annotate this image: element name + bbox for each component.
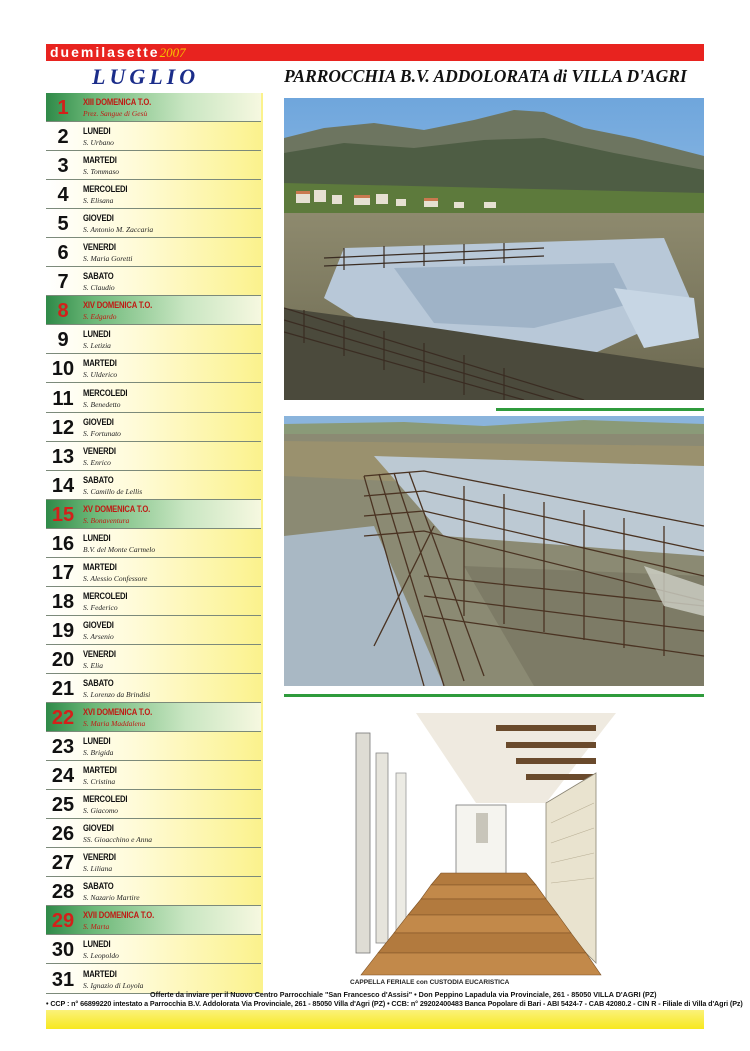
day-number: 15 bbox=[51, 503, 75, 526]
day-saint: S. Urbano bbox=[83, 138, 114, 148]
day-name: GIOVEDI bbox=[83, 823, 114, 834]
day-row bbox=[46, 500, 261, 529]
day-number: 10 bbox=[51, 358, 75, 381]
day-name: LUNEDI bbox=[83, 939, 111, 950]
day-saint: S. Lorenzo da Brindisi bbox=[83, 690, 151, 699]
day-saint: S. Camillo de Lellis bbox=[83, 486, 143, 496]
day-saint: S. Brigida bbox=[83, 748, 114, 758]
month-title: LUGLIO bbox=[92, 64, 200, 89]
day-row bbox=[46, 442, 261, 471]
day-saint: B.V. del Monte Carmelo bbox=[83, 544, 156, 554]
day-number: 1 bbox=[57, 97, 69, 119]
day-saint: S. Antonio M. Zaccaria bbox=[83, 225, 154, 235]
day-saint: S. Cristina bbox=[83, 777, 116, 787]
day-name: MERCOLEDI bbox=[83, 794, 128, 805]
day-row bbox=[46, 674, 261, 703]
day-name: MARTEDI bbox=[83, 968, 117, 979]
day-number: 19 bbox=[51, 619, 75, 642]
day-row bbox=[46, 935, 261, 964]
day-saint: S. Benedetto bbox=[83, 399, 121, 409]
day-row bbox=[46, 848, 261, 877]
day-number: 3 bbox=[57, 155, 69, 178]
day-row bbox=[46, 732, 261, 761]
day-name: SABATO bbox=[83, 271, 114, 282]
day-name: GIOVEDI bbox=[83, 213, 114, 224]
day-row bbox=[46, 209, 261, 238]
day-saint: S. Enrico bbox=[83, 457, 111, 467]
day-name: GIOVEDI bbox=[83, 619, 114, 630]
day-row bbox=[46, 761, 261, 790]
day-number: 29 bbox=[51, 910, 75, 933]
day-row bbox=[46, 93, 261, 122]
day-name: VENERDI bbox=[83, 648, 116, 659]
day-saint: S. Tommaso bbox=[83, 167, 119, 177]
day-row bbox=[46, 267, 261, 296]
day-name: XIV DOMENICA T.O. bbox=[83, 300, 153, 311]
day-row bbox=[46, 587, 261, 616]
day-number: 4 bbox=[57, 184, 69, 207]
day-row bbox=[46, 558, 261, 587]
day-row bbox=[46, 645, 261, 674]
day-number: 24 bbox=[51, 765, 75, 788]
day-saint: S. Leopoldo bbox=[83, 951, 119, 961]
day-row bbox=[46, 325, 261, 354]
day-name: XVII DOMENICA T.O. bbox=[83, 910, 155, 921]
day-saint: S. Liliana bbox=[83, 864, 113, 874]
day-row bbox=[46, 819, 261, 848]
green-divider-1 bbox=[496, 408, 704, 411]
day-saint: S. Letizia bbox=[83, 341, 111, 351]
day-row bbox=[46, 413, 261, 442]
day-saint: S. Elisana bbox=[83, 196, 114, 206]
day-row bbox=[46, 906, 261, 935]
day-name: XV DOMENICA T.O. bbox=[83, 503, 151, 514]
day-name: LUNEDI bbox=[83, 532, 111, 543]
day-saint: S. Federico bbox=[83, 602, 118, 612]
day-row bbox=[46, 877, 261, 906]
day-name: VENERDI bbox=[83, 242, 116, 253]
day-number: 7 bbox=[57, 271, 69, 294]
day-row bbox=[46, 384, 261, 413]
day-saint: S. Nazario Martire bbox=[83, 893, 140, 903]
day-number: 14 bbox=[51, 474, 75, 497]
chapel-sketch bbox=[346, 713, 616, 978]
day-saint: S. Fortunato bbox=[83, 428, 121, 438]
day-number: 22 bbox=[51, 707, 75, 730]
day-number: 18 bbox=[51, 590, 75, 613]
day-number: 30 bbox=[51, 939, 75, 962]
day-saint: SS. Gioacchino e Anna bbox=[83, 835, 153, 845]
day-number: 6 bbox=[57, 242, 69, 265]
day-name: MARTEDI bbox=[83, 561, 117, 572]
day-saint: S. Giacomo bbox=[83, 806, 118, 816]
day-saint: S. Maria Maddalena bbox=[83, 719, 146, 729]
day-number: 27 bbox=[51, 852, 75, 875]
day-number: 9 bbox=[57, 329, 69, 352]
day-saint: S. Edgardo bbox=[83, 312, 117, 322]
day-number: 28 bbox=[51, 881, 75, 904]
construction-photo-1 bbox=[284, 98, 704, 400]
day-number: 8 bbox=[57, 300, 69, 323]
day-row bbox=[46, 180, 261, 209]
day-row bbox=[46, 471, 261, 500]
day-saint: S. Elia bbox=[83, 660, 103, 670]
day-saint: S. Alessio Confessore bbox=[83, 573, 148, 583]
day-name: LUNEDI bbox=[83, 126, 111, 137]
day-name: MARTEDI bbox=[83, 358, 117, 369]
days-column bbox=[46, 93, 263, 993]
day-saint: S. Ulderico bbox=[83, 370, 118, 380]
day-row bbox=[46, 790, 261, 819]
day-name: GIOVEDI bbox=[83, 416, 114, 427]
day-saint: S. Bonaventura bbox=[83, 515, 130, 525]
day-name: SABATO bbox=[83, 881, 114, 892]
day-number: 25 bbox=[51, 794, 75, 817]
day-number: 23 bbox=[51, 736, 75, 759]
footer-yellow-band bbox=[46, 1010, 704, 1029]
day-number: 11 bbox=[52, 387, 74, 410]
day-name: XIII DOMENICA T.O. bbox=[83, 97, 152, 107]
day-number: 12 bbox=[51, 416, 75, 439]
day-number: 21 bbox=[51, 678, 75, 700]
day-row bbox=[46, 529, 261, 558]
construction-photo-2 bbox=[284, 416, 704, 686]
day-saint: S. Arsenio bbox=[83, 631, 114, 641]
day-name: VENERDI bbox=[83, 852, 116, 863]
day-saint: S. Maria Goretti bbox=[83, 254, 133, 264]
day-saint: S. Claudio bbox=[83, 283, 115, 293]
brand-year: 2007 bbox=[159, 45, 186, 60]
day-name: SABATO bbox=[83, 474, 114, 485]
brand-title: duemilasette2007 bbox=[50, 44, 186, 60]
day-number: 17 bbox=[51, 561, 75, 584]
day-row bbox=[46, 238, 261, 267]
day-number: 13 bbox=[51, 445, 75, 468]
day-row bbox=[46, 616, 261, 645]
day-saint: S. Ignazio di Loyola bbox=[83, 980, 144, 990]
day-name: MARTEDI bbox=[83, 155, 117, 166]
day-row bbox=[46, 703, 261, 732]
day-name: MERCOLEDI bbox=[83, 387, 128, 398]
day-number: 16 bbox=[51, 532, 75, 555]
day-number: 26 bbox=[51, 823, 75, 846]
footer-bank-details: • CCP : n° 66899220 intestato a Parrocchia B.V. Addolorata Via Provinciale, 261 - 85050 Villa d'Agri (PZ) • CCB: n° 29202400483 Banca Popolare di Bari - ABI 5424-7 - CAB 42080.2 - CIN R - Filiale di Villa d'Agri (Pz) bbox=[46, 999, 743, 1008]
sketch-caption: CAPPELLA FERIALE con CUSTODIA EUCARISTICA bbox=[350, 979, 510, 986]
day-row bbox=[46, 122, 261, 151]
day-row bbox=[46, 296, 261, 325]
day-row bbox=[46, 151, 261, 180]
day-name: LUNEDI bbox=[83, 329, 111, 340]
footer-offerte: Offerte da inviare per il Nuovo Centro Parrocchiale "San Francesco d'Assisi" • Don Peppino Lapadula via Provinciale, 261 - 85050 VILLA D'AGRI (PZ) bbox=[150, 990, 657, 999]
parish-title: PARROCCHIA B.V. ADDOLORATA di VILLA D'AGRI bbox=[284, 66, 687, 86]
day-name: MARTEDI bbox=[83, 765, 117, 776]
day-name: MERCOLEDI bbox=[83, 590, 128, 601]
day-saint: Prez. Sangue di Gesù bbox=[83, 109, 148, 118]
day-number: 2 bbox=[57, 126, 69, 149]
day-number: 31 bbox=[51, 968, 75, 991]
day-name: SABATO bbox=[83, 678, 114, 688]
day-name: XVI DOMENICA T.O. bbox=[83, 707, 153, 718]
day-number: 20 bbox=[51, 648, 75, 671]
day-name: LUNEDI bbox=[83, 736, 111, 747]
day-saint: S. Marta bbox=[83, 922, 110, 932]
day-number: 5 bbox=[57, 213, 69, 236]
day-row bbox=[46, 354, 261, 383]
day-name: MERCOLEDI bbox=[83, 184, 128, 195]
day-name: VENERDI bbox=[83, 445, 116, 456]
green-divider-2 bbox=[284, 694, 704, 697]
